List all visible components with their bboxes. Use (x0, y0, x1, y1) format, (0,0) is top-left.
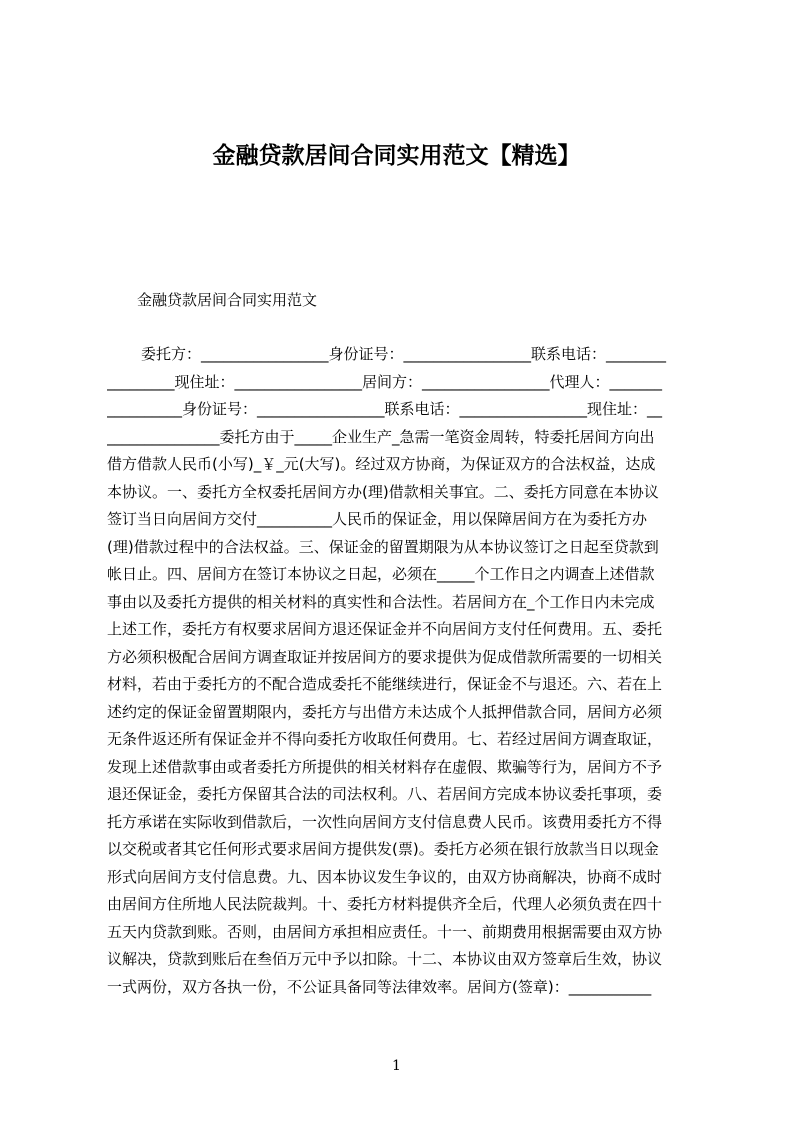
page-number: 1 (392, 1058, 401, 1074)
body-line: _______________委托方由于_____企业生产_急需一笔资金周转，特委托居间方向出 (107, 427, 655, 446)
body-line: 议解决，贷款到账后在叁佰万元中予以扣除。十二、本协议由双方签章后生效，协议 (107, 950, 663, 968)
body-line: 材料，若由于委托方的不配合造成委托不能继续进行，保证金不与退还。六、若在上 (107, 675, 663, 693)
body-line: 以交税或者其它任何形式要求居间方提供发(票)。委托方必须在银行放款当日以现金 (107, 840, 659, 858)
body-line: 事由以及委托方提供的相关材料的真实性和合法性。若居间方在_个工作日内未完成 (107, 592, 655, 611)
contract-body (107, 341, 702, 1001)
body-line: 帐日止。四、居间方在签订本协议之日起，必须在_____个工作日之内调查上述借款 (107, 565, 655, 583)
body-line: 方必须积极配合居间方调查取证并按居间方的要求提供为促成借款所需要的一切相关 (107, 647, 663, 666)
body-line: 托方承诺在实际收到借款后，一次性向居间方支付信息费人民币。该费用委托方不得 (107, 812, 663, 831)
body-line: (理)借款过程中的合法权益。三、保证金的留置期限为从本协议签订之日起至贷款到 (107, 537, 659, 556)
body-line: 委托方：_________________身份证号：_________________联系电话：________ (141, 345, 667, 363)
body-line: 形式向居间方支付信息费。九、因本协议发生争议的，由双方协商解决，协商不成时 (107, 867, 663, 886)
body-line: 发现上述借款事由或者委托方所提供的相关材料存在虚假、欺骗等行为，居间方不予 (107, 757, 663, 776)
body-line: 借方借款人民币(小写)_￥_元(大写)。经过双方协商，为保证双方的合法权益，达成 (107, 455, 656, 473)
body-line: 上述工作，委托方有权要求居间方退还保证金并不向居间方支付任何费用。五、委托 (107, 620, 663, 638)
body-line: 无条件返还所有保证金并不得向委托方收取任何费用。七、若经过居间方调查取证， (107, 730, 663, 748)
body-line: 退还保证金，委托方保留其合法的司法权利。八、若居间方完成本协议委托事项，委 (107, 785, 663, 803)
body-line: 由居间方住所地人民法院裁判。十、委托方材料提供齐全后，代理人必须负责在四十 (107, 895, 663, 913)
body-line: __________身份证号：_________________联系电话：_________________现住址：__ (107, 400, 663, 418)
body-line: 述约定的保证金留置期限内，委托方与出借方未达成个人抵押借款合同，居间方必须 (107, 702, 663, 721)
body-line: 签订当日向居间方交付__________人民币的保证金，用以保障居间方在为委托方办 (107, 510, 648, 528)
document-title: 金融贷款居间合同实用范文【精选】 (212, 143, 581, 169)
body-line: 五天内贷款到账。否则，由居间方承担相应责任。十一、前期费用根据需要由双方协 (107, 922, 663, 941)
body-line: 一式两份，双方各执一份，不公证具备同等法律效率。居间方(签章)：___________ (107, 977, 652, 996)
body-line: 本协议。一、委托方全权委托居间方办(理)借款相关事宜。二、委托方同意在本协议 (107, 482, 659, 501)
body-line: _________现住址：_________________居间方：_________________代理人：_______ (107, 372, 663, 391)
document-subtitle: 金融贷款居间合同实用范文 (137, 291, 318, 309)
